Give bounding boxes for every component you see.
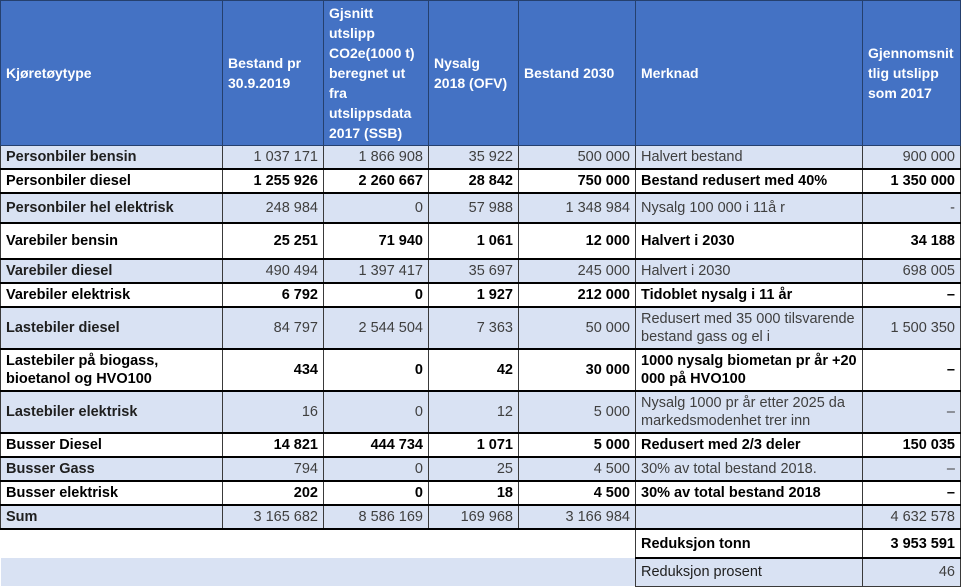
- footer-value: 3 953 591: [863, 529, 961, 558]
- cell-bestand-2030: 5 000: [519, 391, 636, 433]
- cell-nysalg-2018: 57 988: [429, 193, 519, 223]
- cell-bestand-2030: 50 000: [519, 307, 636, 349]
- cell-gjennomsnitt-2017: –: [863, 457, 961, 481]
- cell-bestand-2019: 6 792: [223, 283, 324, 307]
- cell-nysalg-2018: 28 842: [429, 169, 519, 193]
- footer-row: [1, 529, 961, 558]
- cell-bestand-2019: 434: [223, 349, 324, 391]
- cell-nysalg-2018: 35 697: [429, 259, 519, 283]
- cell-merknad: Halvert i 2030: [636, 223, 863, 259]
- footer-label: Reduksjon tonn: [636, 529, 863, 558]
- table-body: [1, 146, 961, 587]
- cell-gjennomsnitt-2017: 900 000: [863, 146, 961, 170]
- cell-bestand-2019: 490 494: [223, 259, 324, 283]
- table-row: [1, 146, 961, 170]
- header-row: [1, 1, 961, 146]
- cell-kjoretoytype: Personbiler diesel: [1, 169, 223, 193]
- cell-bestand-2030: 500 000: [519, 146, 636, 170]
- table-row: [1, 433, 961, 457]
- cell-utslipp-2017: 0: [324, 193, 429, 223]
- table-row: [1, 481, 961, 505]
- table-header: [1, 1, 961, 146]
- cell-utslipp-2017: 0: [324, 391, 429, 433]
- cell-gjennomsnitt-2017: –: [863, 349, 961, 391]
- table-row: [1, 457, 961, 481]
- cell-kjoretoytype: Lastebiler på biogass, bioetanol og HVO100: [1, 349, 223, 391]
- cell-kjoretoytype: Personbiler hel elektrisk: [1, 193, 223, 223]
- cell-bestand-2019: 794: [223, 457, 324, 481]
- column-header-utslipp-2017: Gjsnitt utslipp CO2e(1000 t) beregnet ut fra utslippsdata 2017 (SSB): [324, 1, 429, 146]
- cell-nysalg-2018: 1 061: [429, 223, 519, 259]
- cell-kjoretoytype: Varebiler elektrisk: [1, 283, 223, 307]
- cell-merknad: Bestand redusert med 40%: [636, 169, 863, 193]
- cell-bestand-2030: 5 000: [519, 433, 636, 457]
- cell-nysalg-2018: 1 071: [429, 433, 519, 457]
- cell-utslipp-2017: 0: [324, 283, 429, 307]
- column-header-bestand-2019: Bestand pr 30.9.2019: [223, 1, 324, 146]
- cell-nysalg-2018: 1 927: [429, 283, 519, 307]
- table-row: [1, 259, 961, 283]
- cell-merknad: Redusert med 2/3 deler: [636, 433, 863, 457]
- cell-merknad: [636, 505, 863, 529]
- cell-merknad: Nysalg 100 000 i 11å r: [636, 193, 863, 223]
- cell-utslipp-2017: 0: [324, 481, 429, 505]
- table-row: [1, 505, 961, 529]
- cell-gjennomsnitt-2017: 150 035: [863, 433, 961, 457]
- table-row: [1, 283, 961, 307]
- cell-bestand-2030: 30 000: [519, 349, 636, 391]
- cell-utslipp-2017: 2 260 667: [324, 169, 429, 193]
- cell-kjoretoytype: Busser Gass: [1, 457, 223, 481]
- cell-merknad: 30% av total bestand 2018.: [636, 457, 863, 481]
- table-row: [1, 391, 961, 433]
- cell-utslipp-2017: 1 397 417: [324, 259, 429, 283]
- cell-nysalg-2018: 169 968: [429, 505, 519, 529]
- cell-bestand-2019: 202: [223, 481, 324, 505]
- cell-kjoretoytype: Sum: [1, 505, 223, 529]
- cell-merknad: Redusert med 35 000 tilsvarende bestand gass og el i: [636, 307, 863, 349]
- cell-nysalg-2018: 12: [429, 391, 519, 433]
- cell-nysalg-2018: 42: [429, 349, 519, 391]
- cell-bestand-2019: 3 165 682: [223, 505, 324, 529]
- cell-kjoretoytype: Busser Diesel: [1, 433, 223, 457]
- cell-bestand-2030: 212 000: [519, 283, 636, 307]
- table-row: [1, 349, 961, 391]
- column-header-bestand-2030: Bestand 2030: [519, 1, 636, 146]
- cell-bestand-2019: 14 821: [223, 433, 324, 457]
- footer-empty-area: [1, 529, 636, 558]
- cell-gjennomsnitt-2017: 1 350 000: [863, 169, 961, 193]
- cell-gjennomsnitt-2017: –: [863, 481, 961, 505]
- cell-nysalg-2018: 18: [429, 481, 519, 505]
- cell-utslipp-2017: 444 734: [324, 433, 429, 457]
- cell-kjoretoytype: Busser elektrisk: [1, 481, 223, 505]
- cell-merknad: 1000 nysalg biometan pr år +20 000 på HVO100: [636, 349, 863, 391]
- cell-utslipp-2017: 8 586 169: [324, 505, 429, 529]
- column-header-merknad: Merknad: [636, 1, 863, 146]
- cell-bestand-2019: 16: [223, 391, 324, 433]
- cell-gjennomsnitt-2017: -: [863, 193, 961, 223]
- cell-utslipp-2017: 71 940: [324, 223, 429, 259]
- cell-merknad: Halvert bestand: [636, 146, 863, 170]
- cell-merknad: 30% av total bestand 2018: [636, 481, 863, 505]
- cell-kjoretoytype: Lastebiler diesel: [1, 307, 223, 349]
- cell-kjoretoytype: Varebiler diesel: [1, 259, 223, 283]
- table-row: [1, 169, 961, 193]
- cell-bestand-2019: 248 984: [223, 193, 324, 223]
- cell-bestand-2030: 1 348 984: [519, 193, 636, 223]
- cell-utslipp-2017: 2 544 504: [324, 307, 429, 349]
- cell-merknad: Halvert i 2030: [636, 259, 863, 283]
- cell-gjennomsnitt-2017: 698 005: [863, 259, 961, 283]
- cell-utslipp-2017: 0: [324, 349, 429, 391]
- cell-bestand-2019: 1 255 926: [223, 169, 324, 193]
- cell-bestand-2030: 4 500: [519, 457, 636, 481]
- cell-gjennomsnitt-2017: –: [863, 283, 961, 307]
- cell-bestand-2019: 25 251: [223, 223, 324, 259]
- cell-bestand-2030: 750 000: [519, 169, 636, 193]
- cell-merknad: Tidoblet nysalg i 11 år: [636, 283, 863, 307]
- cell-bestand-2030: 245 000: [519, 259, 636, 283]
- cell-kjoretoytype: Personbiler bensin: [1, 146, 223, 170]
- cell-kjoretoytype: Lastebiler elektrisk: [1, 391, 223, 433]
- cell-nysalg-2018: 25: [429, 457, 519, 481]
- footer-empty-area: [1, 558, 636, 586]
- column-header-kjoretoytype: Kjøretøytype: [1, 1, 223, 146]
- cell-gjennomsnitt-2017: –: [863, 391, 961, 433]
- cell-gjennomsnitt-2017: 4 632 578: [863, 505, 961, 529]
- cell-gjennomsnitt-2017: 1 500 350: [863, 307, 961, 349]
- footer-label: Reduksjon prosent: [636, 558, 863, 586]
- table-row: [1, 193, 961, 223]
- table-row: [1, 307, 961, 349]
- cell-gjennomsnitt-2017: 34 188: [863, 223, 961, 259]
- cell-bestand-2030: 12 000: [519, 223, 636, 259]
- cell-nysalg-2018: 7 363: [429, 307, 519, 349]
- cell-bestand-2030: 3 166 984: [519, 505, 636, 529]
- cell-kjoretoytype: Varebiler bensin: [1, 223, 223, 259]
- cell-nysalg-2018: 35 922: [429, 146, 519, 170]
- footer-row: [1, 558, 961, 586]
- column-header-gjennomsnitt-2017: Gjennomsnittlig utslipp som 2017: [863, 1, 961, 146]
- cell-bestand-2019: 84 797: [223, 307, 324, 349]
- cell-utslipp-2017: 0: [324, 457, 429, 481]
- table-row: [1, 223, 961, 259]
- column-header-nysalg-2018: Nysalg 2018 (OFV): [429, 1, 519, 146]
- cell-bestand-2019: 1 037 171: [223, 146, 324, 170]
- cell-merknad: Nysalg 1000 pr år etter 2025 da markedsmodenhet trer inn: [636, 391, 863, 433]
- cell-bestand-2030: 4 500: [519, 481, 636, 505]
- footer-value: 46: [863, 558, 961, 586]
- cell-utslipp-2017: 1 866 908: [324, 146, 429, 170]
